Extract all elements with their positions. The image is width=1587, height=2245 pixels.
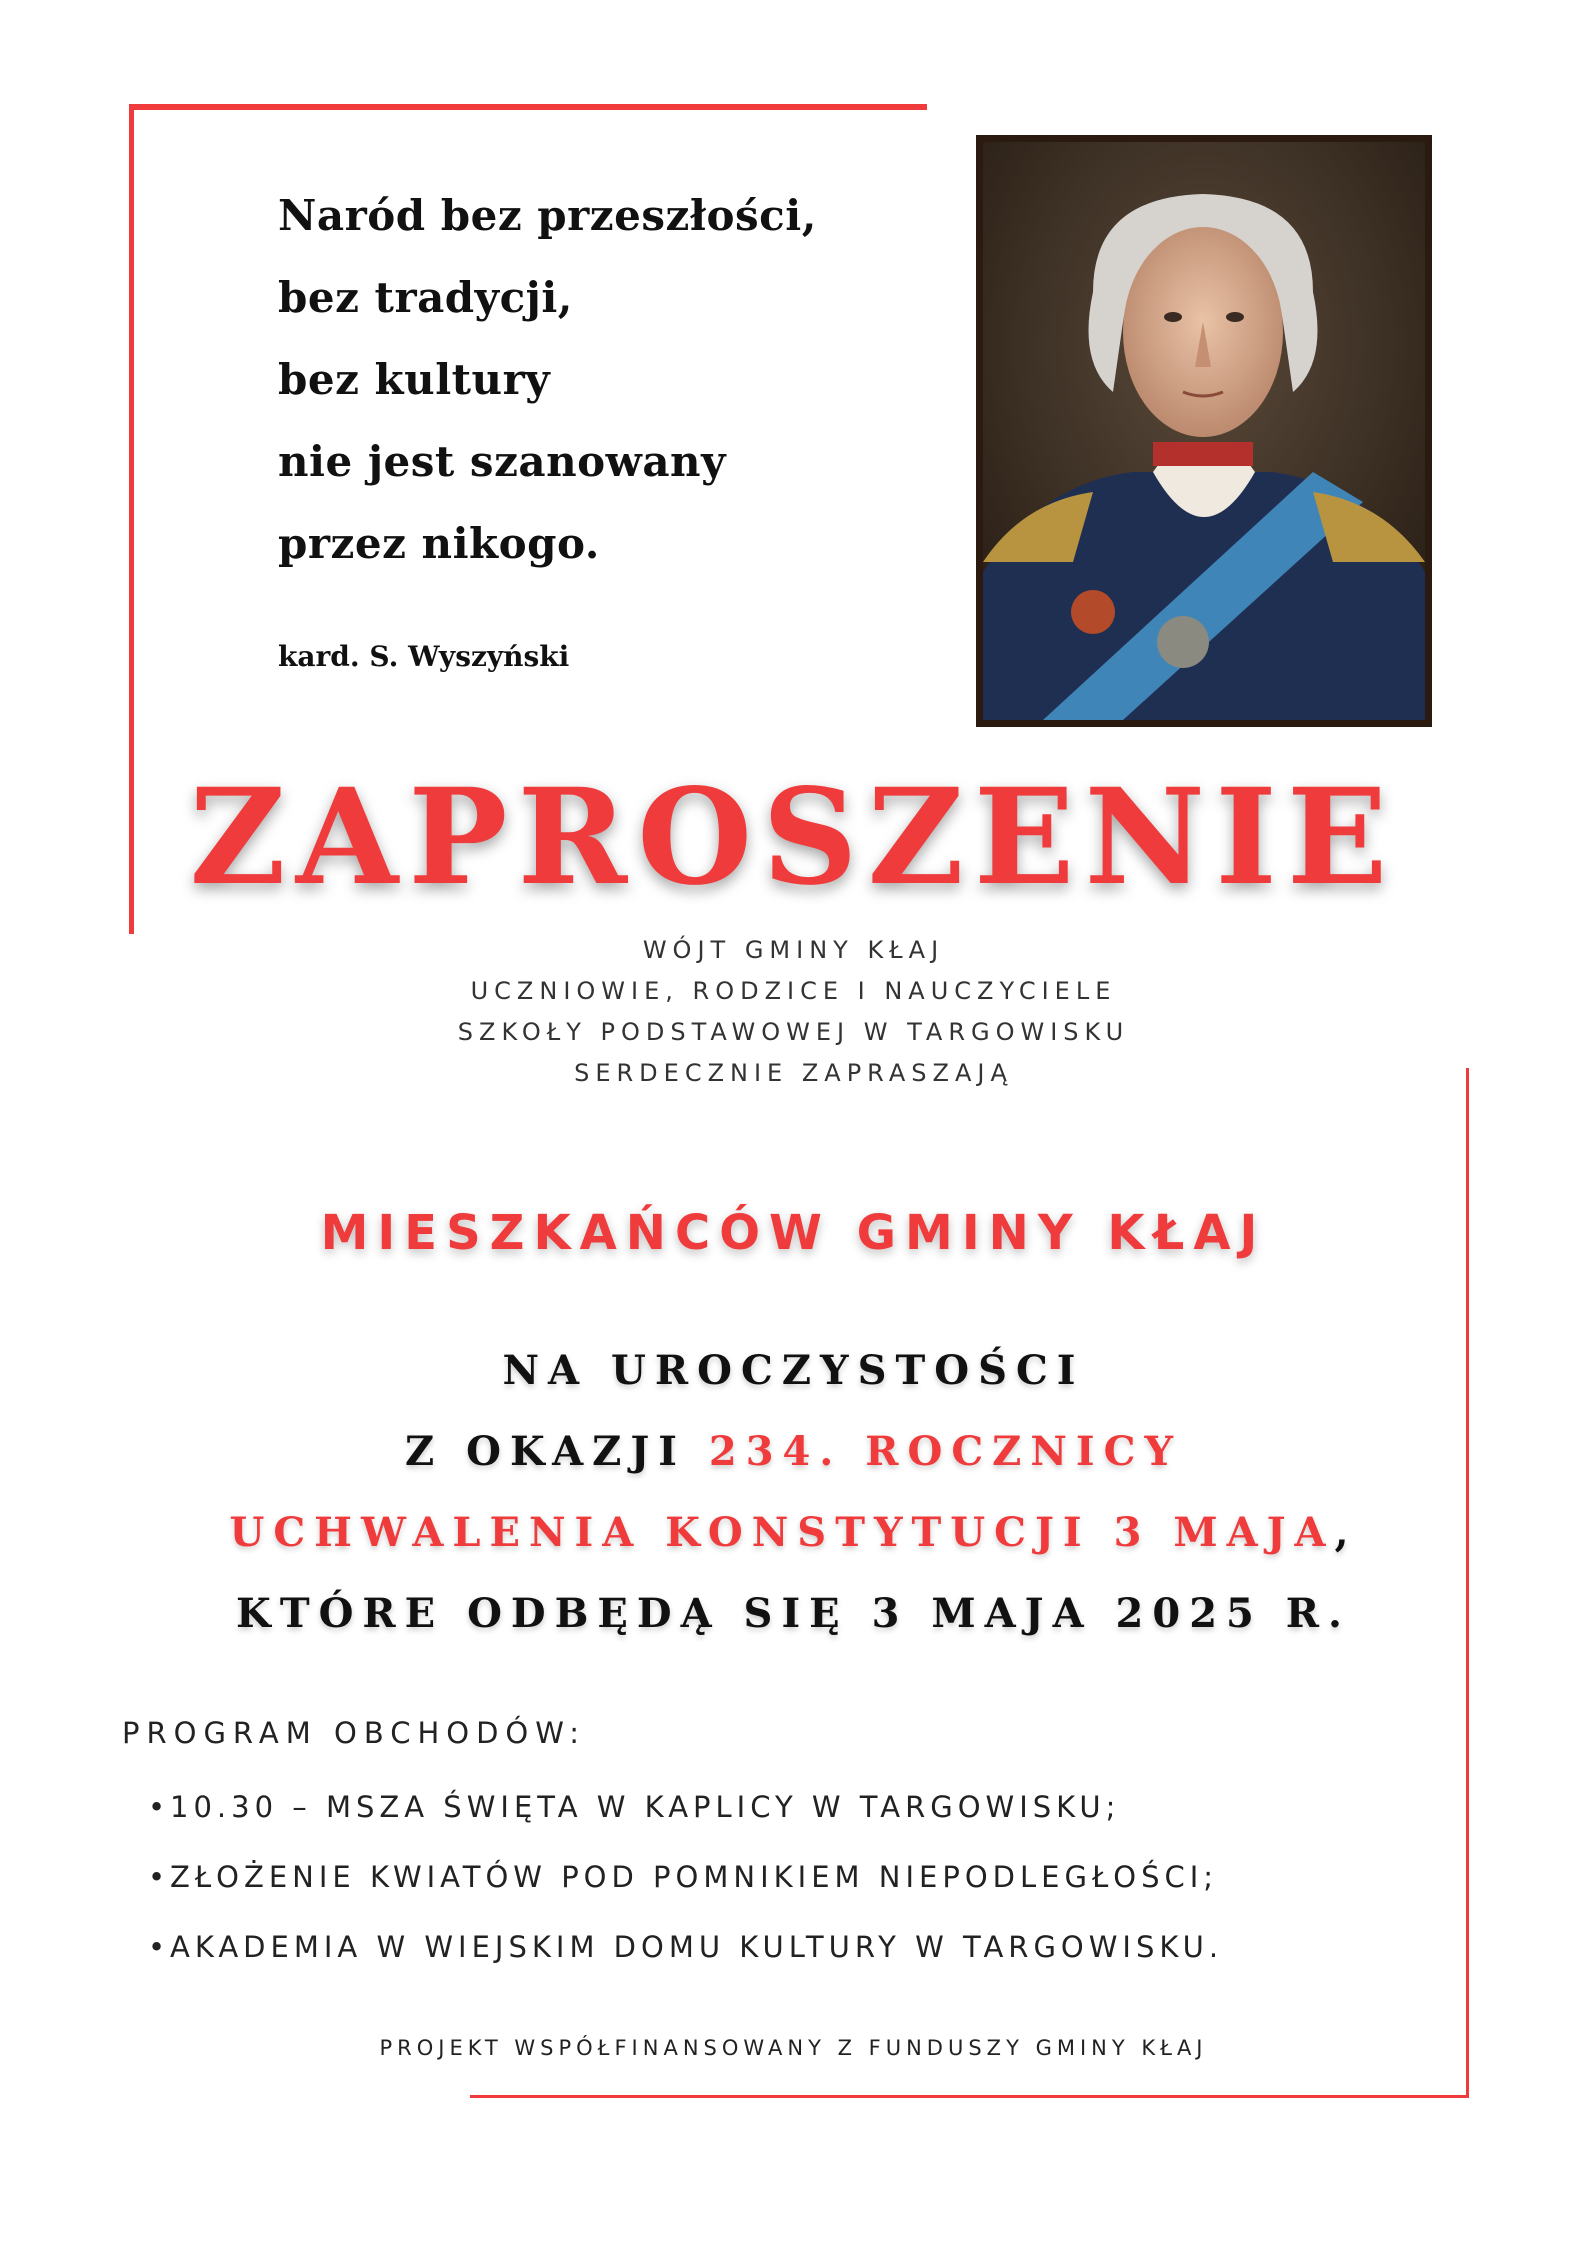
event-text: Z OKAZJI [404,1428,709,1475]
recipient-heading: MIESZKAŃCÓW GMINY KŁAJ [320,1205,1267,1261]
inviter-line: WÓJT GMINY KŁAJ [642,936,945,964]
bullet-icon: • [148,1860,166,1894]
quote-block [278,175,898,585]
program-item-text: ZŁOŻENIE KWIATÓW POD POMNIKIEM NIEPODLEGŁOŚCI; [170,1860,1219,1894]
program-item [122,1842,1502,1912]
page-title: ZAPROSZENIE [189,760,1398,915]
event-date-line: KTÓRE ODBĘDĄ SIĘ 3 MAJA 2025 R. [236,1590,1351,1637]
quote-author: kard. S. Wyszyński [278,640,570,673]
quote-line: bez tradycji, [278,273,573,322]
portrait-image [976,135,1432,727]
event-line: NA UROCZYSTOŚCI [502,1347,1085,1394]
program-item [122,1772,1502,1842]
bullet-icon: • [148,1790,166,1824]
bullet-icon: • [148,1930,166,1964]
inviter-line: UCZNIOWIE, RODZICE I NAUCZYCIELE [470,977,1117,1005]
event-line [0,1492,1587,1573]
quote-line: bez kultury [278,355,551,404]
quote-line: przez nikogo. [278,519,600,568]
quote-line: Naród bez przeszłości, [278,191,817,240]
frame-top-border [129,104,927,110]
frame-bottom-border [470,2095,1469,2098]
event-block [0,1330,1587,1654]
inviters-block [0,930,1587,1094]
inviter-line: SZKOŁY PODSTAWOWEJ W TARGOWISKU [457,1018,1130,1046]
funding-footer: PROJEKT WSPÓŁFINANSOWANY Z FUNDUSZY GMINY KŁAJ [379,2036,1208,2060]
anniversary-text: 234. ROCZNICY [708,1428,1183,1475]
event-line [0,1411,1587,1492]
quote-line: nie jest szanowany [278,437,726,486]
program-title: PROGRAM OBCHODÓW: [122,1716,586,1750]
program-item-text: 10.30 – MSZA ŚWIĘTA W KAPLICY W TARGOWISKU; [170,1790,1121,1824]
constitution-text: UCHWALENIA KONSTYTUCJI 3 MAJA [229,1509,1335,1556]
program-item [122,1912,1502,1982]
inviter-line: SERDECZNIE ZAPRASZAJĄ [574,1059,1013,1087]
program-item-text: AKADEMIA W WIEJSKIM DOMU KULTURY W TARGOWISKU. [170,1930,1224,1964]
event-comma: , [1334,1509,1358,1556]
program-block [122,1716,1502,1982]
